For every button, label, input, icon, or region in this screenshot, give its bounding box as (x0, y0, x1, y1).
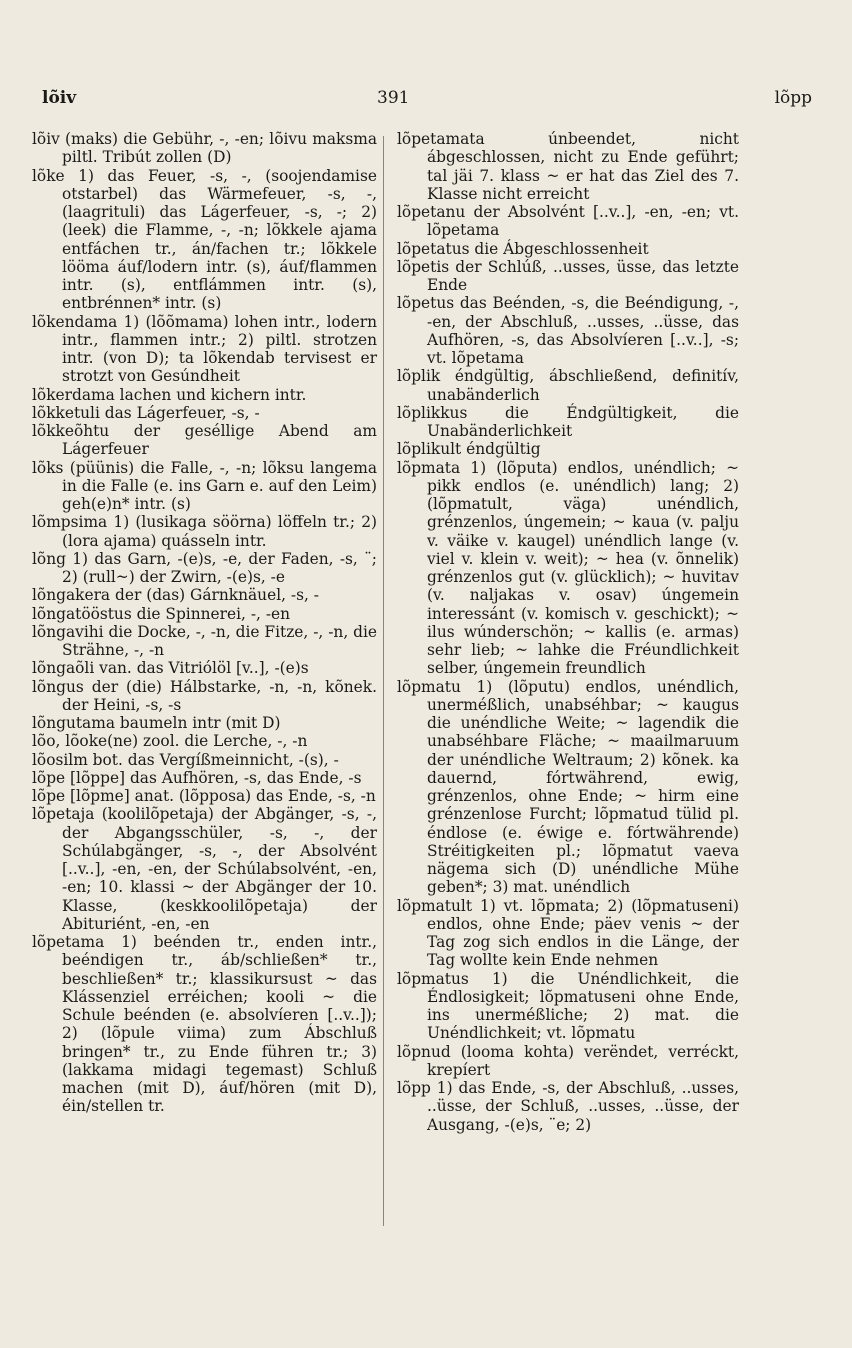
dictionary-entry: lõpnud (looma kohta) verëndet, verréckt, krepíert (397, 1042, 739, 1079)
dictionary-entry: lõmpsima 1) (lusikaga söörna) löffeln tr.; 2) (lora ajama) quásseln intr. (32, 513, 377, 550)
dictionary-entry: lõplikult éndgültig (397, 440, 541, 459)
dictionary-entry: lõngatööstus die Spinnerei, -, -en (32, 604, 291, 623)
dictionary-entry: lõngakera der (das) Gárnknäuel, -s, - (32, 586, 319, 605)
dictionary-entry: lõpetamata únbeendet, nicht ábgeschlossen, nicht zu Ende geführt; tal jäi 7. klass ~ er hat das Ziel des 7. Klasse nicht erreicht (397, 130, 739, 203)
page-number: 391 (377, 88, 410, 108)
dictionary-entry: lõngavihi die Docke, -, -n, die Fitze, -, -n, die Strähne, -, -n (32, 622, 377, 659)
right-guide-word: lõpp (774, 88, 812, 108)
dictionary-entry: lõpp 1) das Ende, -s, der Abschluß, ..usses, ..üsse, der Schluß, ..usses, ..üsse, der Ausgang, -(e)s, ¨e; 2) (397, 1079, 739, 1134)
dictionary-entry: lõkketuli das Lágerfeuer, -s, - (32, 403, 260, 422)
dictionary-entry: lõks (püünis) die Falle, -, -n; lõksu langema in die Falle (e. ins Garn e. auf den Leim) geh(e)n* intr. (s) (32, 458, 377, 513)
dictionary-entry: lõngaõli van. das Vitriólöl [v..], -(e)s (32, 659, 309, 678)
left-guide-word: lõiv (42, 88, 77, 108)
dictionary-entry: lõo, lõoke(ne) zool. die Lerche, -, -n (32, 732, 308, 751)
dictionary-entry: lõpetus das Beénden, -s, die Beéndigung, -, -en, der Abschluß, ..usses, ..üsse, das Aufhören, -s, das Absolvíeren [..v..], -s; vt. lõpetama (397, 294, 739, 367)
dictionary-entry: lõpmatult 1) vt. lõpmata; 2) (lõpmatuseni) endlos, ohne Ende; päev venis ~ der Tag zog sich endlos in die Länge, der Tag wollte kein Ende nehmen (397, 896, 739, 970)
dictionary-entry: lõpe [lõppe] das Aufhören, -s, das Ende, -s (32, 768, 362, 787)
column-divider (383, 136, 384, 1226)
dictionary-entry: lõpmatus 1) die Unéndlichkeit, die Éndlosigkeit; lõpmatuseni ohne Ende, ins unerméßliche; 2) mat. die Unéndlichkeit; vt. lõpmatu (397, 969, 739, 1043)
dictionary-entry: lõke 1) das Feuer, -s, -, (soojendamise otstarbel) das Wärmefeuer, -s, -, (laagrituli) das Lágerfeuer, -s, -; 2) (leek) die Flamme, -, -n; lõkkele ajama entfáchen tr., án/fachen tr.; lõkkele lööma áuf/lodern intr. (s), áuf/flammen intr. (s), entflámmen intr. (s), entbrénnen* intr. (s) (32, 166, 377, 313)
dictionary-entry: lõpetatus die Ábgeschlossenheit (397, 239, 649, 258)
right-column (397, 130, 739, 1134)
left-column (32, 130, 377, 1116)
dictionary-entry: lõpmata 1) (lõputa) endlos, unéndlich; ~ pikk endlos (e. unéndlich) lang; 2) (lõpmatult, väga) unéndlich, grénzenlos, úngemein; ~ kaua (v. palju v. väike v. kaugel) unéndlich lange (v. viel v. klein v. weit); ~ hea (v. õnnelik) grénzenlos gut (v. glücklich); ~ huvitav (v. naljakas v. osav) úngemein interessánt (v. komisch v. geschickt); ~ ilus wúnderschön; ~ kallis (e. armas) sehr lieb; ~ lahke die Fréundlichkeit selber, úngemein freundlich (397, 458, 739, 678)
dictionary-entry: lõkendama 1) (lõõmama) lohen intr., lodern intr., flammen intr.; 2) piltl. strotzen intr. (von D); ta lõkendab tervisest er strotzt von Gesúndheit (32, 312, 377, 386)
dictionary-entry: lõpetanu der Absolvént [..v..], -en, -en; vt. lõpetama (397, 203, 739, 240)
dictionary-entry: lõngutama baumeln intr (mit D) (32, 714, 281, 732)
dictionary-entry: lõngus der (die) Hálbstarke, -n, -n, kõnek. der Heini, -s, -s (32, 677, 377, 714)
dictionary-entry: lõiv (maks) die Gebühr, -, -en; lõivu maksma piltl. Tribút zollen (D) (32, 130, 377, 167)
dictionary-entry: lõosilm bot. das Vergíßmeinnicht, -(s), - (32, 750, 339, 769)
dictionary-entry: lõkkeõhtu der geséllige Abend am Lágerfeuer (32, 422, 377, 459)
dictionary-entry: lõpmatu 1) (lõputu) endlos, unéndlich, unerméßlich, unabséhbar; ~ kaugus die unéndliche Weite; ~ lagendik die unabséhbare Fläche; ~ maailmaruum der unéndliche Weltraum; 2) kõnek. ka dauernd, fórtwährend, ewig, grénzenlos, ohne Ende; ~ hirm eine grénzenlose Furcht; lõpmatud tülid pl. éndlose (e. éwige e. fórtwährende) Stréitigkeiten pl.; lõpmatut vaeva nägema sich (D) unéndliche Mühe geben*; 3) mat. unéndlich (397, 677, 739, 897)
dictionary-entry: lõkerdama lachen und kichern intr. (32, 385, 307, 404)
dictionary-entry: lõpe [lõpme] anat. (lõpposa) das Ende, -s, -n (32, 787, 376, 805)
dictionary-entry: lõpetis der Schlúß, ..usses, üsse, das letzte Ende (397, 257, 739, 294)
dictionary-entry: lõng 1) das Garn, -(e)s, -e, der Faden, -s, ¨; 2) (rull~) der Zwirn, -(e)s, -e (32, 549, 377, 586)
dictionary-entry: lõplikkus die Éndgültigkeit, die Unabänderlichkeit (397, 403, 739, 440)
dictionary-entry: lõpetaja (koolilõpetaja) der Abgänger, -s, -, der Abgangsschüler, -s, -, der Schúlabgänger, -s, -, der Absolvént [..v..], -en, -en, der Schúlabsolvént, -en, -en; 10. klassi ~ der Abgänger der 10. Klasse, (keskkoolilõpetaja) der Abituriént, -en, -en (32, 805, 377, 933)
page-header (42, 88, 812, 116)
dictionary-entry: lõplik éndgültig, ábschließend, definitív, unabänderlich (397, 367, 739, 404)
dictionary-entry: lõpetama 1) beénden tr., enden intr., beéndigen tr., áb/schließen* tr., beschließen* tr.; klassikursust ~ das Klássenziel erréichen; kooli ~ die Schule beénden (e. absolvíeren [..v..]); 2) (lõpule viima) zum Ábschluß bringen* tr., zu Ende führen tr.; 3) (lakkama midagi tegemast) Schluß machen (mit D), áuf/hören (mit D), éin/stellen tr. (32, 933, 377, 1116)
